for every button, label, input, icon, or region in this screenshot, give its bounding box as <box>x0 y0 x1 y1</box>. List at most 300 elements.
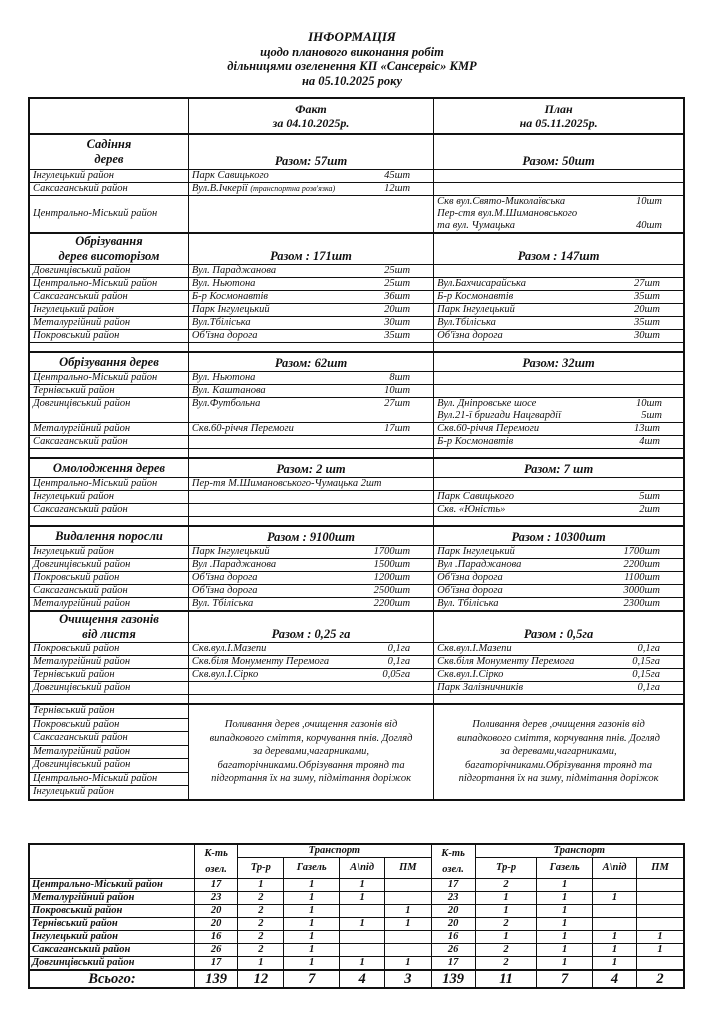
fact-total: Разом: 62шт <box>188 352 433 372</box>
plan-cell-content <box>437 304 680 316</box>
fact-cell <box>188 278 433 291</box>
fact-value: 1 <box>284 892 340 905</box>
blank-cell <box>188 343 433 353</box>
district-name: Довгинцівський район <box>29 759 188 773</box>
place-name: Вул. Каштанова <box>191 385 266 396</box>
plan-line <box>437 220 680 232</box>
plan-total: Разом : 10300шт <box>434 526 684 546</box>
plan-cell <box>434 572 684 585</box>
place-name: Об'їзна дорога <box>191 572 258 583</box>
plan-value: 1 <box>537 918 593 931</box>
fact-cell <box>188 170 433 183</box>
place-name: Вул. Дніпровське шосе <box>437 398 537 409</box>
plan-total: Разом: 50шт <box>434 134 684 170</box>
district-name: Інгулецький район <box>29 546 188 559</box>
place-name: Об'їзна дорога <box>191 330 258 341</box>
place-name: Скв.біля Монументу Перемога <box>437 656 575 667</box>
table-header-row <box>29 98 684 134</box>
quantity: 13шт <box>633 423 660 434</box>
place-name: Вул. Ньютона <box>191 372 256 383</box>
fact-value: 17 <box>195 957 238 971</box>
title-date: на 05.10.2025 року <box>301 73 403 88</box>
quantity: 5шт <box>639 491 660 502</box>
fact-value: 2 <box>238 931 284 944</box>
fact-value: 20 <box>195 918 238 931</box>
section-header-row <box>29 134 684 170</box>
plan-cell-content <box>437 423 680 435</box>
plan-value: 1 <box>475 905 537 918</box>
table-row <box>29 598 684 612</box>
plan-cell-content <box>437 656 680 668</box>
quantity: 17шт <box>384 423 411 434</box>
fact-value <box>385 931 431 944</box>
district-name: Покровський район <box>29 718 188 732</box>
fact-total: Разом: 57шт <box>188 134 433 170</box>
count-label-1: К-ть <box>204 847 228 859</box>
quantity: 27шт <box>384 398 411 409</box>
plan-value: 1 <box>475 892 537 905</box>
plan-cell-content <box>437 504 680 516</box>
plan-cell <box>434 423 684 436</box>
table-row <box>29 504 684 517</box>
place-name: Об'їзна дорога <box>437 585 503 596</box>
fact-value: 2 <box>238 892 284 905</box>
quantity: 35шт <box>633 317 660 328</box>
section-name-line-1: Видалення поросли <box>55 528 163 543</box>
section-header-row <box>29 526 684 546</box>
general-plan-text: Поливання дерев ,очищення газонів від випадкового сміття, корчування пнів. Догляд за деревами,чагарниками, багаторічниками.Обрізування троянд та підгортання їх на зиму, підмітання доріжок <box>434 704 684 800</box>
plan-value: 1 <box>537 892 593 905</box>
place-name: Вул.В.Ічкерії <box>191 183 248 194</box>
place-name: Вул .Параджанова <box>437 559 522 570</box>
place-name: Вул. Параджанова <box>191 265 277 276</box>
place-name: Парк Інгулецький <box>191 304 270 315</box>
count-label-2: озел. <box>442 863 464 875</box>
plan-cell-content <box>437 643 680 655</box>
place-with-note <box>192 183 335 195</box>
fact-cell-content <box>192 183 430 195</box>
section-name-line-2: дерев <box>94 152 124 166</box>
transport-total-row <box>29 970 684 988</box>
col-pm: ПМ <box>637 858 684 879</box>
section-header-row <box>29 458 684 478</box>
quantity: 2500шт <box>373 585 411 596</box>
district-name: Інгулецький район <box>29 786 188 800</box>
table-row <box>29 317 684 330</box>
quantity: 20шт <box>633 304 660 315</box>
plan-total: Разом: 32шт <box>434 352 684 372</box>
place-name: Вул.Бахчисарайська <box>437 278 526 289</box>
plan-value <box>637 892 684 905</box>
plan-line <box>437 196 680 208</box>
district-name: Металургійний район <box>29 745 188 759</box>
transport-row <box>29 892 684 905</box>
table-row <box>29 385 684 398</box>
fact-value: 1 <box>284 905 340 918</box>
plan-cell-content <box>437 436 680 448</box>
section-header-row <box>29 611 684 643</box>
plan-cell <box>434 398 684 423</box>
fact-value: 1 <box>339 892 384 905</box>
section-name <box>29 233 188 265</box>
transport-table <box>28 843 685 989</box>
plan-cell <box>434 183 684 196</box>
plan-cell <box>434 385 684 398</box>
plan-value: 2 <box>475 918 537 931</box>
section-name <box>29 526 188 546</box>
blank-cell <box>188 695 433 705</box>
title-subline-2: дільницями озеленення КП «Сансервіс» КМР <box>227 59 477 73</box>
fact-cell <box>188 643 433 656</box>
transport-count-plan-header <box>431 844 475 879</box>
table-row <box>29 278 684 291</box>
total-plan-value: 2 <box>637 970 684 988</box>
section-name-line-2: від листя <box>82 627 136 641</box>
quantity: 1700шт <box>373 546 411 557</box>
quantity: 8шт <box>389 372 411 383</box>
plan-cell <box>434 372 684 385</box>
fact-cell-content <box>192 372 430 384</box>
plan-cell <box>434 598 684 612</box>
fact-value: 1 <box>284 879 340 892</box>
fact-cell-content <box>192 278 430 290</box>
quantity: 1700шт <box>623 546 660 557</box>
transport-row <box>29 905 684 918</box>
plan-value <box>637 918 684 931</box>
fact-cell-content <box>192 669 430 681</box>
district-name: Металургійний район <box>29 892 195 905</box>
fact-value <box>385 944 431 957</box>
quantity: 12шт <box>384 183 411 194</box>
total-plan-value: 7 <box>537 970 593 988</box>
col-apid: А\під <box>339 858 384 879</box>
fact-value: 1 <box>284 957 340 971</box>
table-row <box>29 491 684 504</box>
blank-row <box>29 343 684 353</box>
header-fact-date: за 04.10.2025р. <box>272 116 350 130</box>
plan-cell <box>434 436 684 449</box>
plan-cell-content <box>437 585 680 597</box>
fact-value: 1 <box>284 918 340 931</box>
place-name: Вул .Параджанова <box>191 559 277 570</box>
total-fact-value: 12 <box>238 970 284 988</box>
fact-value: 1 <box>339 879 384 892</box>
plan-value: 1 <box>592 931 636 944</box>
plan-value <box>637 879 684 892</box>
transport-group-plan: Транспорт <box>475 844 684 858</box>
transport-row <box>29 918 684 931</box>
plan-value <box>592 918 636 931</box>
district-name: Саксаганський район <box>29 585 188 598</box>
section-name-line-1: Обрізування дерев <box>59 354 159 369</box>
plan-cell <box>434 491 684 504</box>
blank-row <box>29 517 684 527</box>
place-name: Пер-стя вул.М.Шимановського <box>437 208 578 219</box>
col-tr: Тр-р <box>238 858 284 879</box>
plan-value: 16 <box>431 931 475 944</box>
plan-cell <box>434 330 684 343</box>
place-name: Вул. Тбіліська <box>437 598 499 609</box>
fact-value <box>339 905 384 918</box>
total-fact-value: 4 <box>339 970 384 988</box>
col-gazel: Газель <box>537 858 593 879</box>
quantity: 30шт <box>633 330 660 341</box>
total-plan-value: 11 <box>475 970 537 988</box>
plan-cell <box>434 546 684 559</box>
section-name-line-1: Очищення газонів <box>59 612 159 626</box>
place-name: Скв. «Юність» <box>437 504 506 515</box>
count-label-1: К-ть <box>441 847 465 859</box>
plan-cell <box>434 585 684 598</box>
section-name <box>29 352 188 372</box>
fact-cell <box>188 572 433 585</box>
transport-header-empty <box>29 844 195 879</box>
fact-value: 1 <box>284 944 340 957</box>
plan-value: 17 <box>431 957 475 971</box>
place-name: Об'їзна дорога <box>437 330 503 341</box>
district-name: Саксаганський район <box>29 183 188 196</box>
quantity: 0,05га <box>382 669 411 680</box>
fact-cell-content <box>192 330 430 342</box>
works-table <box>28 97 685 801</box>
quantity: 40шт <box>635 220 662 231</box>
count-label-2: озел. <box>205 863 227 875</box>
plan-cell-content <box>437 546 680 558</box>
plan-cell <box>434 196 684 234</box>
plan-cell <box>434 478 684 491</box>
fact-value: 1 <box>385 918 431 931</box>
table-row <box>29 669 684 682</box>
fact-value: 17 <box>195 879 238 892</box>
quantity: 35шт <box>384 330 411 341</box>
plan-value: 2 <box>475 944 537 957</box>
fact-cell-content <box>192 304 430 316</box>
fact-cell-content <box>192 478 430 490</box>
fact-value: 1 <box>238 879 284 892</box>
quantity: 5шт <box>641 410 662 421</box>
district-name: Тернівський район <box>29 918 195 931</box>
section-name-line-2: дерев висоторізом <box>58 249 160 263</box>
quantity: 2200шт <box>373 598 411 609</box>
table-row <box>29 330 684 343</box>
place-name: Скв.вул.І.Мазепи <box>191 643 267 654</box>
transport-row <box>29 944 684 957</box>
fact-cell-content <box>192 398 430 410</box>
section-name <box>29 611 188 643</box>
quantity: 20шт <box>384 304 411 315</box>
plan-value: 1 <box>537 944 593 957</box>
district-name: Довгинцівський район <box>29 559 188 572</box>
col-pm: ПМ <box>385 858 431 879</box>
plan-cell-content <box>437 291 680 303</box>
transport-row <box>29 879 684 892</box>
fact-cell <box>188 291 433 304</box>
quantity: 0,1га <box>387 656 411 667</box>
plan-cell <box>434 669 684 682</box>
quantity: 1200шт <box>373 572 411 583</box>
plan-cell-content <box>437 682 680 694</box>
plan-cell <box>434 291 684 304</box>
transport-row <box>29 957 684 971</box>
blank-cell <box>188 517 433 527</box>
quantity: 1500шт <box>373 559 411 570</box>
quantity: 25шт <box>384 278 411 289</box>
plan-cell <box>434 682 684 695</box>
fact-value: 16 <box>195 931 238 944</box>
fact-total: Разом : 171шт <box>188 233 433 265</box>
district-name: Центрально-Міський район <box>29 278 188 291</box>
quantity: 0,15га <box>632 656 660 667</box>
fact-cell <box>188 491 433 504</box>
plan-cell-content <box>437 278 680 290</box>
place-name: Скв.вул.І.Сірко <box>191 669 259 680</box>
quantity: 1100шт <box>624 572 660 583</box>
table-row <box>29 643 684 656</box>
blank-row <box>29 695 684 705</box>
section-name <box>29 458 188 478</box>
table-row <box>29 291 684 304</box>
fact-cell-content <box>192 643 430 655</box>
quantity: 2шт <box>639 504 660 515</box>
plan-cell-content <box>437 330 680 342</box>
section-header-row <box>29 352 684 372</box>
fact-cell-content <box>192 572 430 584</box>
table-row <box>29 656 684 669</box>
table-row <box>29 196 684 234</box>
table-row <box>29 546 684 559</box>
place-name: Об'їзна дорога <box>437 572 503 583</box>
fact-cell-content <box>192 423 430 435</box>
section-name-line-1: Обрізування <box>75 234 143 248</box>
quantity: 3000шт <box>623 585 660 596</box>
district-name: Тернівський район <box>29 669 188 682</box>
fact-value: 1 <box>385 957 431 971</box>
fact-cell-content <box>192 585 430 597</box>
fact-cell <box>188 304 433 317</box>
table-row <box>29 585 684 598</box>
place-note: (транспортна розв'язка) <box>250 184 336 193</box>
place-name: Вул.21-ї бригади Нацгвардії <box>437 410 562 421</box>
fact-cell-content <box>192 598 430 610</box>
fact-value <box>339 931 384 944</box>
blank-cell <box>29 517 188 527</box>
fact-cell <box>188 423 433 436</box>
fact-value: 20 <box>195 905 238 918</box>
fact-cell <box>188 585 433 598</box>
district-name: Металургійний район <box>29 656 188 669</box>
table-row <box>29 423 684 436</box>
plan-cell <box>434 656 684 669</box>
plan-cell <box>434 170 684 183</box>
plan-value: 20 <box>431 905 475 918</box>
quantity: 0,15га <box>632 669 660 680</box>
transport-header-row-1 <box>29 844 684 858</box>
place-name: Вул.Тбіліська <box>191 317 251 328</box>
district-name: Центрально-Міський район <box>29 196 188 234</box>
fact-cell-content <box>192 385 430 397</box>
col-tr: Тр-р <box>475 858 537 879</box>
fact-value: 1 <box>339 957 384 971</box>
table-row <box>29 304 684 317</box>
plan-cell-content <box>437 598 680 610</box>
quantity: 0,1га <box>637 643 660 654</box>
plan-total: Разом : 147шт <box>434 233 684 265</box>
district-name: Довгинцівський район <box>29 265 188 278</box>
plan-value: 26 <box>431 944 475 957</box>
plan-total: Разом: 7 шт <box>434 458 684 478</box>
fact-cell <box>188 436 433 449</box>
district-name: Центрально-Міський район <box>29 478 188 491</box>
fact-cell <box>188 478 433 491</box>
district-name: Довгинцівський район <box>29 957 195 971</box>
district-name: Центрально-Міський район <box>29 879 195 892</box>
quantity: 35шт <box>633 291 660 302</box>
fact-cell-content <box>192 170 430 182</box>
plan-cell <box>434 559 684 572</box>
section-name <box>29 134 188 170</box>
plan-total: Разом : 0,5га <box>434 611 684 643</box>
fact-cell <box>188 330 433 343</box>
plan-value: 1 <box>637 944 684 957</box>
district-name: Покровський район <box>29 905 195 918</box>
transport-group-fact: Транспорт <box>238 844 431 858</box>
district-name: Покровський район <box>29 572 188 585</box>
plan-cell <box>434 304 684 317</box>
quantity: 27шт <box>633 278 660 289</box>
district-name: Інгулецький район <box>29 931 195 944</box>
fact-value: 26 <box>195 944 238 957</box>
plan-line <box>437 208 680 220</box>
header-fact-label: Факт <box>295 102 327 116</box>
plan-value: 1 <box>537 931 593 944</box>
blank-cell <box>29 695 188 705</box>
plan-cell-content <box>437 491 680 503</box>
quantity: 25шт <box>384 265 411 276</box>
fact-cell <box>188 656 433 669</box>
fact-cell <box>188 183 433 196</box>
plan-value <box>592 905 636 918</box>
quantity: 10шт <box>635 196 662 207</box>
district-name: Центрально-Міський район <box>29 372 188 385</box>
plan-value: 1 <box>592 944 636 957</box>
blank-cell <box>188 449 433 459</box>
fact-cell <box>188 398 433 423</box>
fact-total: Разом: 2 шт <box>188 458 433 478</box>
quantity <box>662 208 680 220</box>
quantity: 2200шт <box>623 559 660 570</box>
district-name: Довгинцівський район <box>29 682 188 695</box>
total-fact-value: 7 <box>284 970 340 988</box>
place-name: Б-р Космонавтів <box>437 436 514 447</box>
place-name: Скв.60-річчя Перемоги <box>437 423 540 434</box>
place-name: Парк Савицького <box>437 491 515 502</box>
district-name: Інгулецький район <box>29 491 188 504</box>
plan-cell-content <box>437 572 680 584</box>
fact-value: 1 <box>339 918 384 931</box>
place-name: Скв вул.Свято-Миколаївська <box>437 196 566 207</box>
table-row <box>29 170 684 183</box>
header-empty-cell <box>29 98 188 134</box>
district-name: Довгинцівський район <box>29 398 188 423</box>
district-name: Саксаганський район <box>29 732 188 746</box>
fact-value <box>385 879 431 892</box>
plan-line <box>437 398 680 410</box>
plan-value: 1 <box>475 931 537 944</box>
quantity: 4шт <box>639 436 660 447</box>
fact-cell <box>188 504 433 517</box>
place-name: Вул. Ньютона <box>191 278 256 289</box>
col-gazel: Газель <box>284 858 340 879</box>
